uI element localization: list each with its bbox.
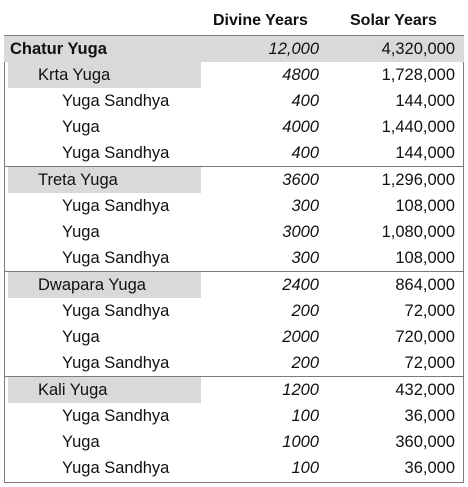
row-divine-years: 12,000: [268, 40, 319, 58]
row-label: Yuga: [62, 118, 100, 136]
table-row: [4, 219, 464, 245]
row-label: Yuga Sandhya: [62, 459, 170, 477]
row-divine-years: 1000: [282, 433, 319, 451]
row-label: Yuga Sandhya: [62, 144, 170, 162]
row-divine-years: 300: [291, 249, 319, 267]
row-solar-years: 1,296,000: [381, 171, 455, 189]
row-divine-years: 200: [291, 354, 319, 372]
row-dwapara-yuga: [4, 272, 464, 298]
row-solar-years: 720,000: [395, 328, 455, 346]
row-label: Yuga Sandhya: [62, 354, 170, 372]
row-label: Yuga Sandhya: [62, 407, 170, 425]
row-label: Yuga Sandhya: [62, 302, 170, 320]
row-label: Yuga: [62, 223, 100, 241]
row-solar-years: 1,728,000: [381, 66, 455, 84]
row-divine-years: 400: [291, 92, 319, 110]
table-row: [4, 298, 464, 324]
row-solar-years: 108,000: [395, 249, 455, 267]
table-row: [4, 114, 464, 140]
row-divine-years: 200: [291, 302, 319, 320]
row-label: Yuga Sandhya: [62, 197, 170, 215]
table-row: [4, 429, 464, 455]
row-divine-years: 300: [291, 197, 319, 215]
row-solar-years: 108,000: [395, 197, 455, 215]
row-divine-years: 3000: [282, 223, 319, 241]
row-divine-years: 1200: [282, 381, 319, 399]
row-krta-yuga: [4, 62, 464, 88]
table-row: [4, 324, 464, 350]
row-divine-years: 400: [291, 144, 319, 162]
row-solar-years: 864,000: [395, 276, 455, 294]
row-label: Yuga Sandhya: [62, 92, 170, 110]
row-treta-yuga: [4, 167, 464, 193]
row-divine-years: 4800: [282, 66, 319, 84]
table-row: [4, 245, 464, 271]
row-solar-years: 1,440,000: [381, 118, 455, 136]
table-row: [4, 455, 464, 481]
header-solar-years: Solar Years: [350, 12, 437, 29]
row-solar-years: 36,000: [404, 407, 455, 425]
row-solar-years: 144,000: [395, 92, 455, 110]
table-row: [4, 350, 464, 376]
row-solar-years: 432,000: [395, 381, 455, 399]
row-label: Chatur Yuga: [10, 40, 107, 58]
table-border-bottom: [4, 482, 464, 483]
row-label: Yuga: [62, 433, 100, 451]
row-solar-years: 36,000: [404, 459, 455, 477]
row-label: Treta Yuga: [8, 167, 201, 193]
row-divine-years: 2000: [282, 328, 319, 346]
row-label: Yuga: [62, 328, 100, 346]
row-divine-years: 100: [291, 459, 319, 477]
row-solar-years: 1,080,000: [381, 223, 455, 241]
table-row: [4, 140, 464, 166]
row-kali-yuga: [4, 377, 464, 403]
row-label: Krta Yuga: [8, 62, 201, 88]
row-solar-years: 4,320,000: [381, 40, 455, 58]
row-label: Kali Yuga: [8, 377, 201, 403]
row-divine-years: 3600: [282, 171, 319, 189]
row-divine-years: 100: [291, 407, 319, 425]
row-label: Dwapara Yuga: [8, 272, 201, 298]
row-solar-years: 72,000: [404, 354, 455, 372]
row-solar-years: 72,000: [404, 302, 455, 320]
row-solar-years: 144,000: [395, 144, 455, 162]
header-divine-years: Divine Years: [213, 12, 308, 29]
table-row: [4, 403, 464, 429]
row-chatur-yuga: [4, 36, 464, 62]
row-divine-years: 2400: [282, 276, 319, 294]
row-label: Yuga Sandhya: [62, 249, 170, 267]
table-row: [4, 88, 464, 114]
row-divine-years: 4000: [282, 118, 319, 136]
row-solar-years: 360,000: [395, 433, 455, 451]
table-row: [4, 193, 464, 219]
